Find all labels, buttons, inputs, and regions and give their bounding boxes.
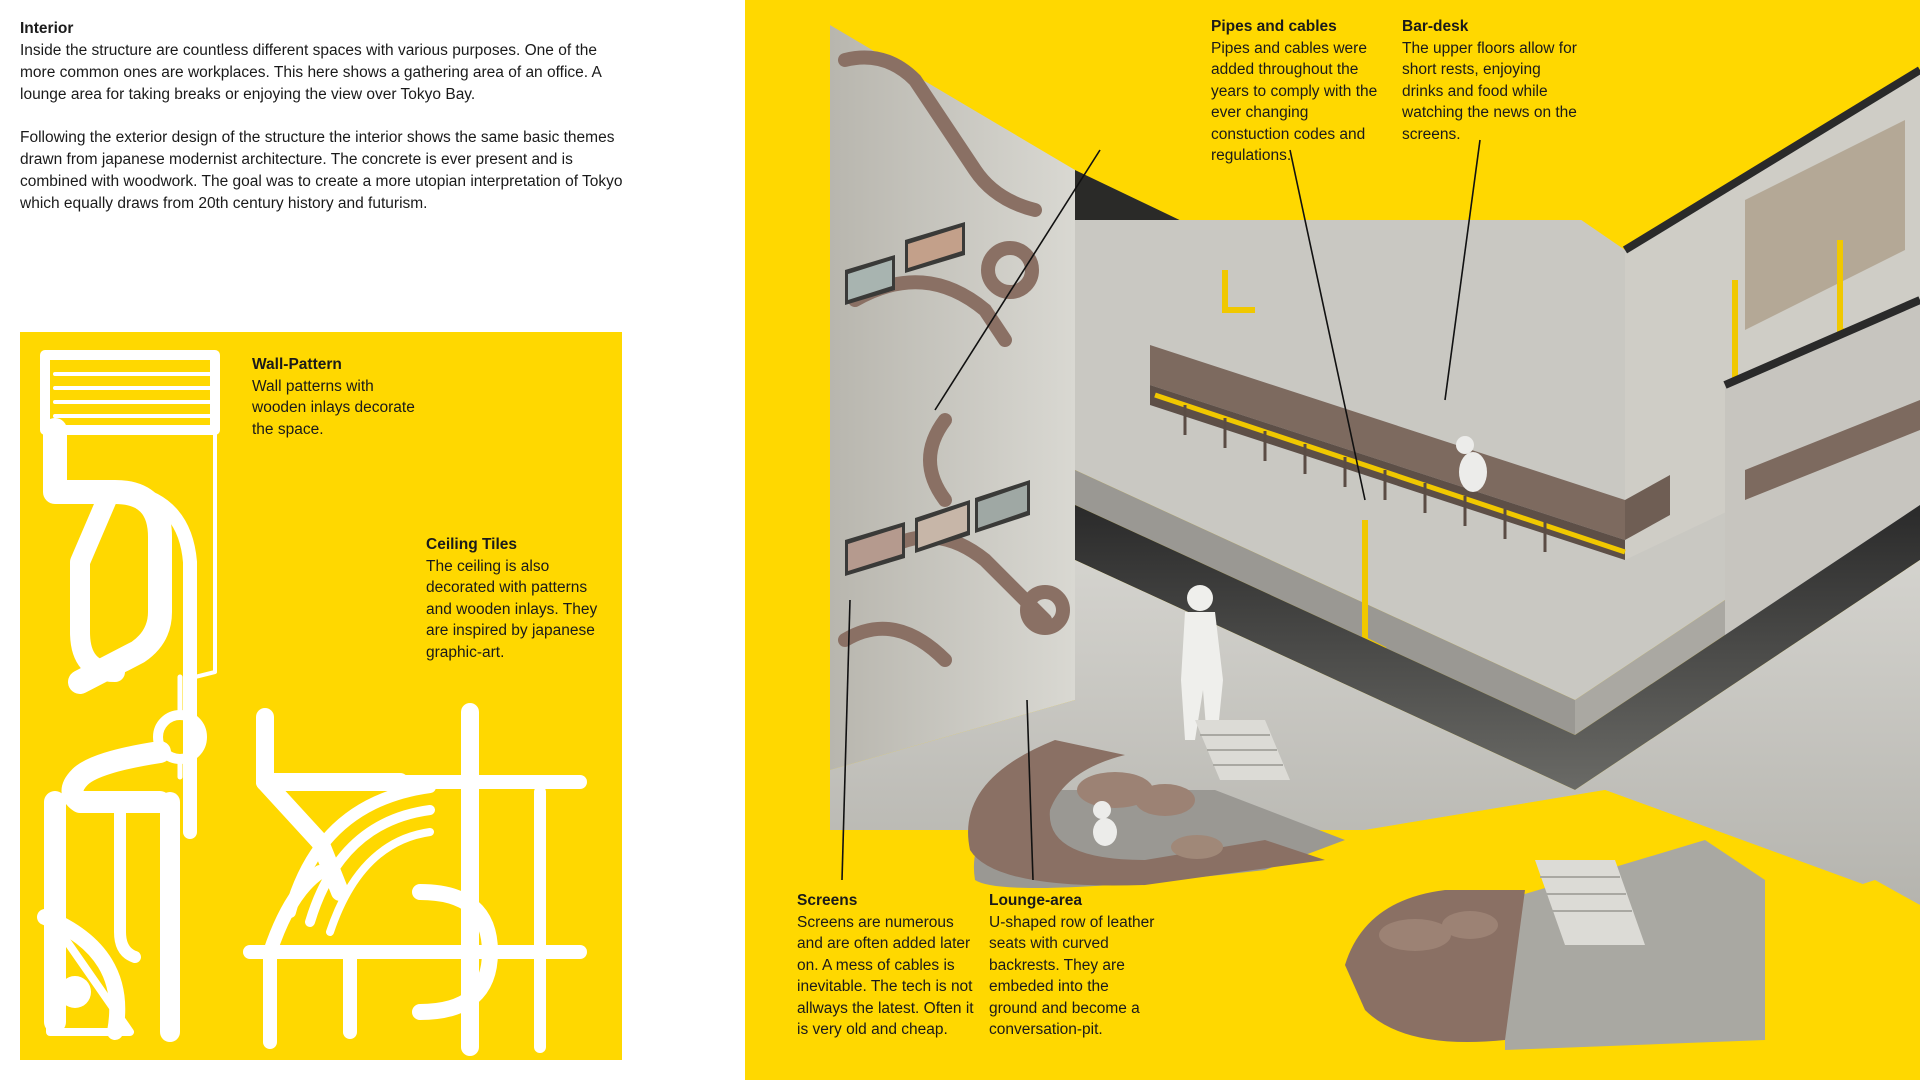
ceiling-tiles-text: The ceiling is also decorated with patterns and wooden inlays. They are inspired by japanese graphic-art. — [426, 557, 598, 661]
bar-desk-title: Bar-desk — [1402, 18, 1469, 35]
intro-paragraph-1: Inside the structure are countless different spaces with various purposes. One of the more common ones are workplaces. This here shows a gathering area of an office. A lounge area for taking breaks or enjoying the view over Tokyo Bay. — [20, 42, 601, 103]
wall-pattern-graphic — [45, 355, 215, 1032]
pattern-panel — [20, 332, 622, 1060]
wall-pattern-title: Wall-Pattern — [252, 356, 342, 373]
lounge-text: U-shaped row of leather seats with curved backrests. They are embeded into the ground and become a conversation-pit. — [989, 913, 1155, 1038]
ceiling-tiles-graphic — [250, 712, 580, 1047]
intro-paragraph-2: Following the exterior design of the structure the interior shows the same basic themes drawn from japanese modernist architecture. The concrete is ever present and is combined with woodwork. The goal was to create a more utopian interpretation of Tokyo which equally draws from 20th century history and futurism. — [20, 129, 623, 212]
intro-title: Interior — [20, 20, 74, 37]
lounge-label — [989, 890, 1159, 1041]
pipes-label — [1211, 16, 1391, 167]
screens-text: Screens are numerous and are often added later on. A mess of cables is inevitable. The tech is not allways the latest. Often it is very old and cheap. — [797, 913, 974, 1038]
wall-pattern-text: Wall patterns with wooden inlays decorate the space. — [252, 377, 415, 438]
bar-desk-text: The upper floors allow for short rests, enjoying drinks and food while watching the news on the screens. — [1402, 39, 1577, 143]
wall-pattern-label — [252, 354, 432, 440]
text-column — [0, 0, 745, 1080]
lounge-title: Lounge-area — [989, 892, 1083, 909]
illustration-area — [745, 0, 1920, 1080]
pattern-graphic — [20, 332, 622, 1060]
ceiling-tiles-label — [426, 534, 604, 663]
screens-label — [797, 890, 975, 1041]
bar-desk-label — [1402, 16, 1582, 145]
ceiling-tiles-title: Ceiling Tiles — [426, 536, 518, 553]
screens-title: Screens — [797, 892, 858, 909]
pipes-text: Pipes and cables were added throughout the years to comply with the ever changing constuction codes and regulations. — [1211, 39, 1378, 164]
intro-section — [20, 18, 630, 236]
pipes-title: Pipes and cables — [1211, 18, 1337, 35]
